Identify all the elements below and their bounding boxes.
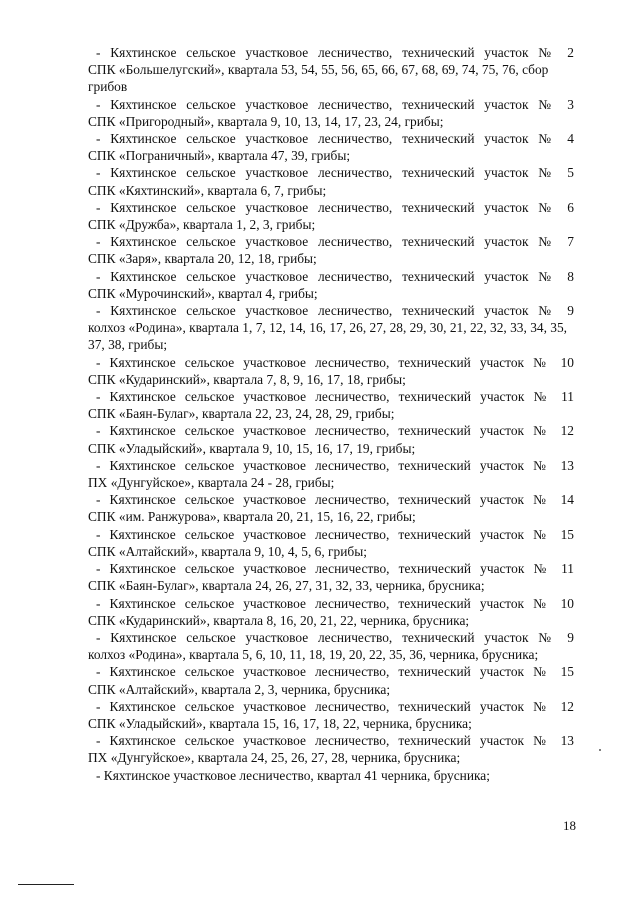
entry-first-line: - Кяхтинское сельское участковое лесничество, технический участок № 9	[96, 303, 574, 319]
entry-first-line: - Кяхтинское сельское участковое лесничество, технический участок № 10	[96, 595, 574, 611]
entry-first-line: - Кяхтинское сельское участковое лесничество, технический участок № 3	[96, 96, 574, 112]
entry-first-line: - Кяхтинское сельское участковое лесничество, технический участок № 4	[96, 131, 574, 147]
entry-continuation: СПК «Заря», квартала 20, 12, 18, грибы;	[88, 251, 317, 267]
entry-item	[88, 698, 574, 732]
entry-continuation: СПК «Пригородный», квартала 9, 10, 13, 14, 17, 23, 24, грибы;	[88, 113, 444, 129]
entry-item	[88, 44, 574, 96]
entry-continuation: СПК «Алтайский», квартала 2, 3, черника, брусника;	[88, 681, 391, 697]
entry-continuation: СПК «Алтайский», квартала 9, 10, 4, 5, 6, грибы;	[88, 543, 367, 559]
page-number: 18	[563, 818, 576, 833]
entry-item	[88, 302, 574, 354]
entry-item	[88, 526, 574, 560]
entry-continuation: СПК «Уладыйский», квартала 15, 16, 17, 18, 22, черника, брусника;	[88, 715, 472, 731]
entry-item	[88, 354, 574, 388]
footer-rule	[18, 884, 74, 885]
entry-continuation: СПК «Пограничный», квартала 47, 39, грибы;	[88, 148, 351, 164]
entry-first-line: - Кяхтинское сельское участковое лесничество, технический участок № 14	[96, 492, 574, 508]
entry-item	[88, 595, 574, 629]
entry-first-line: - Кяхтинское сельское участковое лесничество, технический участок № 11	[96, 389, 574, 405]
entry-list	[88, 44, 574, 767]
entry-continuation: колхоз «Родина», квартала 1, 7, 12, 14, 16, 17, 26, 27, 28, 29, 30, 21, 22, 32, 33, 34, 35, 37, 38, грибы;	[88, 320, 568, 353]
entry-item	[88, 233, 574, 267]
entry-first-line: - Кяхтинское сельское участковое лесничество, технический участок № 2	[96, 45, 574, 60]
entry-first-line: - Кяхтинское сельское участковое лесничество, технический участок № 6	[96, 199, 574, 215]
entry-item	[88, 96, 574, 130]
entry-first-line: - Кяхтинское сельское участковое лесничество, технический участок № 7	[96, 234, 574, 250]
entry-item	[88, 130, 574, 164]
entry-first-line: - Кяхтинское сельское участковое лесничество, технический участок № 10	[96, 354, 574, 370]
entry-last-text: - Кяхтинское участковое лесничество, квартал 41 черника, брусника;	[96, 767, 490, 783]
entry-first-line: - Кяхтинское сельское участковое лесничество, технический участок № 15	[96, 664, 574, 680]
entry-item	[88, 560, 574, 594]
entry-continuation: СПК «Большелугский», квартала 53, 54, 55, 56, 65, 66, 67, 68, 69, 74, 75, 76, сбор грибов	[88, 62, 549, 95]
entry-item	[88, 422, 574, 456]
entry-item	[88, 629, 574, 663]
entry-first-line: - Кяхтинское сельское участковое лесничество, технический участок № 13	[96, 457, 574, 473]
entry-continuation: ПХ «Дунгуйское», квартала 24, 25, 26, 27, 28, черника, брусника;	[88, 750, 461, 766]
entry-continuation: СПК «им. Ранжурова», квартала 20, 21, 15, 16, 22, грибы;	[88, 509, 416, 525]
entry-continuation: СПК «Баян-Булаг», квартала 24, 26, 27, 31, 32, 33, черника, брусника;	[88, 578, 485, 594]
document-body	[88, 44, 574, 784]
entry-item	[88, 388, 574, 422]
entry-continuation: колхоз «Родина», квартала 5, 6, 10, 11, 18, 19, 20, 22, 35, 36, черника, брусника;	[88, 647, 539, 663]
entry-item	[88, 164, 574, 198]
entry-continuation: СПК «Мурочинский», квартал 4, грибы;	[88, 285, 318, 301]
entry-continuation: СПК «Баян-Булаг», квартала 22, 23, 24, 28, 29, грибы;	[88, 406, 395, 422]
entry-item	[88, 268, 574, 302]
entry-continuation: ПХ «Дунгуйское», квартала 24 - 28, грибы;	[88, 475, 335, 491]
entry-first-line: - Кяхтинское сельское участковое лесничество, технический участок № 11	[96, 561, 574, 577]
entry-first-line: - Кяхтинское сельское участковое лесничество, технический участок № 12	[96, 698, 574, 714]
entry-first-line: - Кяхтинское сельское участковое лесничество, технический участок № 12	[96, 423, 574, 439]
entry-continuation: СПК «Кяхтинский», квартала 6, 7, грибы;	[88, 182, 327, 198]
entry-continuation: СПК «Кударинский», квартала 7, 8, 9, 16, 17, 18, грибы;	[88, 371, 406, 387]
entry-last	[88, 767, 574, 784]
entry-first-line: - Кяхтинское сельское участковое лесничество, технический участок № 9	[96, 629, 574, 645]
entry-first-line: - Кяхтинское сельское участковое лесничество, технический участок № 15	[96, 526, 574, 542]
entry-continuation: СПК «Кударинский», квартала 8, 16, 20, 21, 22, черника, брусника;	[88, 612, 470, 628]
entry-continuation: СПК «Уладыйский», квартала 9, 10, 15, 16, 17, 19, грибы;	[88, 440, 416, 456]
scan-speck	[599, 749, 601, 751]
entry-item	[88, 457, 574, 491]
entry-first-line: - Кяхтинское сельское участковое лесничество, технический участок № 8	[96, 268, 574, 284]
entry-first-line: - Кяхтинское сельское участковое лесничество, технический участок № 13	[96, 733, 574, 749]
entry-first-line: - Кяхтинское сельское участковое лесничество, технический участок № 5	[96, 165, 574, 181]
entry-item	[88, 199, 574, 233]
entry-item	[88, 491, 574, 525]
entry-continuation: СПК «Дружба», квартала 1, 2, 3, грибы;	[88, 217, 316, 233]
entry-item	[88, 732, 574, 766]
entry-item	[88, 663, 574, 697]
